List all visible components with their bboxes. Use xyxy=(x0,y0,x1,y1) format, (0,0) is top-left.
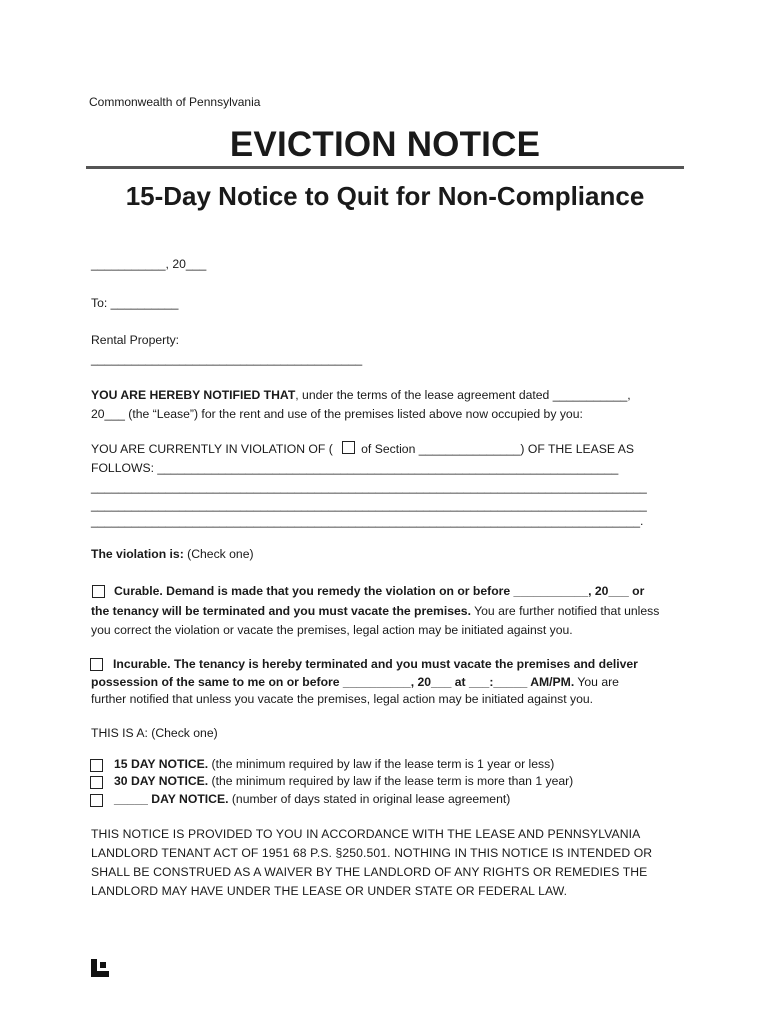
notice-30-day-checkbox[interactable] xyxy=(90,776,103,789)
date-field[interactable]: ___________, 20___ xyxy=(91,257,207,271)
incurable-line-3: further notified that unless you vacate the premises, legal action may be initiated against you. xyxy=(91,692,594,706)
notice-option-custom xyxy=(114,792,510,806)
notice-custom-day-checkbox[interactable] xyxy=(90,794,103,807)
incurable-checkbox[interactable] xyxy=(90,658,103,671)
to-field[interactable]: To: __________ xyxy=(91,296,179,310)
notified-lead: YOU ARE HEREBY NOTIFIED THAT xyxy=(91,388,296,402)
incurable-line-2 xyxy=(91,675,619,689)
incurable-line-2-rest: You are xyxy=(574,675,619,689)
notice-option-custom-rest: (number of days stated in original lease agreement) xyxy=(228,792,511,806)
violation-text-b: of Section _______________) OF THE LEASE AS xyxy=(361,442,634,456)
rental-property-label: Rental Property: xyxy=(91,333,180,347)
curable-line-2-bold: the tenancy will be terminated and you must vacate the premises. xyxy=(91,604,471,618)
rental-property-field[interactable]: ________________________________________ xyxy=(91,352,363,366)
this-is-label: THIS IS A: (Check one) xyxy=(91,726,218,740)
violation-line-4[interactable]: __________________________________________________________________________________ xyxy=(91,498,647,512)
violation-text-a: YOU ARE CURRENTLY IN VIOLATION OF ( xyxy=(91,442,333,456)
violation-line-3[interactable]: __________________________________________________________________________________ xyxy=(91,480,647,494)
violation-is-line xyxy=(91,547,254,561)
notice-option-15-rest: (the minimum required by law if the lease term is 1 year or less) xyxy=(208,757,555,771)
notified-text-1: , under the terms of the lease agreement dated ___________, xyxy=(295,388,631,402)
title-divider xyxy=(86,166,684,169)
incurable-line-1: Incurable. The tenancy is hereby terminated and you must vacate the premises and deliver xyxy=(113,657,638,671)
incurable-line-2-bold: possession of the same to me on or before __________, 20___ at ___:_____ AM/PM. xyxy=(91,675,575,689)
notified-line-2: 20___ (the “Lease”) for the rent and use of the premises listed above now occupied by you: xyxy=(91,407,583,421)
curable-line-2 xyxy=(91,604,659,618)
notice-option-15-bold: 15 DAY NOTICE. xyxy=(114,757,209,771)
curable-line-1: Curable. Demand is made that you remedy the violation on or before ___________, 20___ or xyxy=(114,584,645,598)
state-label: Commonwealth of Pennsylvania xyxy=(89,95,261,109)
disclaimer-line-4: LANDLORD MAY HAVE UNDER THE LEASE OR UNDER STATE OR FEDERAL LAW. xyxy=(91,884,568,898)
curable-line-2-rest: You are further notified that unless xyxy=(470,604,660,618)
notice-15-day-checkbox[interactable] xyxy=(90,759,103,772)
disclaimer-line-3: SHALL BE CONSTRUED AS A WAIVER BY THE LANDLORD OF ANY RIGHTS OR REMEDIES THE xyxy=(91,865,648,879)
violation-is-rest: (Check one) xyxy=(183,547,254,561)
notified-line-1 xyxy=(91,388,631,402)
notice-option-30 xyxy=(114,774,573,788)
curable-line-3: you correct the violation or vacate the premises, legal action may be initiated against you. xyxy=(91,623,573,637)
disclaimer-line-2: LANDLORD TENANT ACT OF 1951 68 P.S. §250.501. NOTHING IN THIS NOTICE IS INTENDED OR xyxy=(91,846,653,860)
section-checkbox[interactable] xyxy=(342,441,355,454)
curable-checkbox[interactable] xyxy=(92,585,105,598)
page-subtitle: 15-Day Notice to Quit for Non-Compliance xyxy=(125,181,645,211)
violation-line-1 xyxy=(91,442,634,456)
notice-option-30-rest: (the minimum required by law if the lease term is more than 1 year) xyxy=(208,774,574,788)
notice-option-30-bold: 30 DAY NOTICE. xyxy=(114,774,209,788)
violation-line-5[interactable]: _________________________________________________________________________________. xyxy=(91,514,644,528)
notice-option-15 xyxy=(114,757,554,771)
document-logo-icon xyxy=(91,959,109,977)
violation-is-lead: The violation is: xyxy=(91,547,184,561)
violation-line-2[interactable]: FOLLOWS: ____________________________________________________________________ xyxy=(91,461,619,475)
notice-option-custom-bold: _____ DAY NOTICE. xyxy=(114,792,229,806)
page-title: EVICTION NOTICE xyxy=(229,125,541,164)
disclaimer-line-1: THIS NOTICE IS PROVIDED TO YOU IN ACCORDANCE WITH THE LEASE AND PENNSYLVANIA xyxy=(91,827,641,841)
